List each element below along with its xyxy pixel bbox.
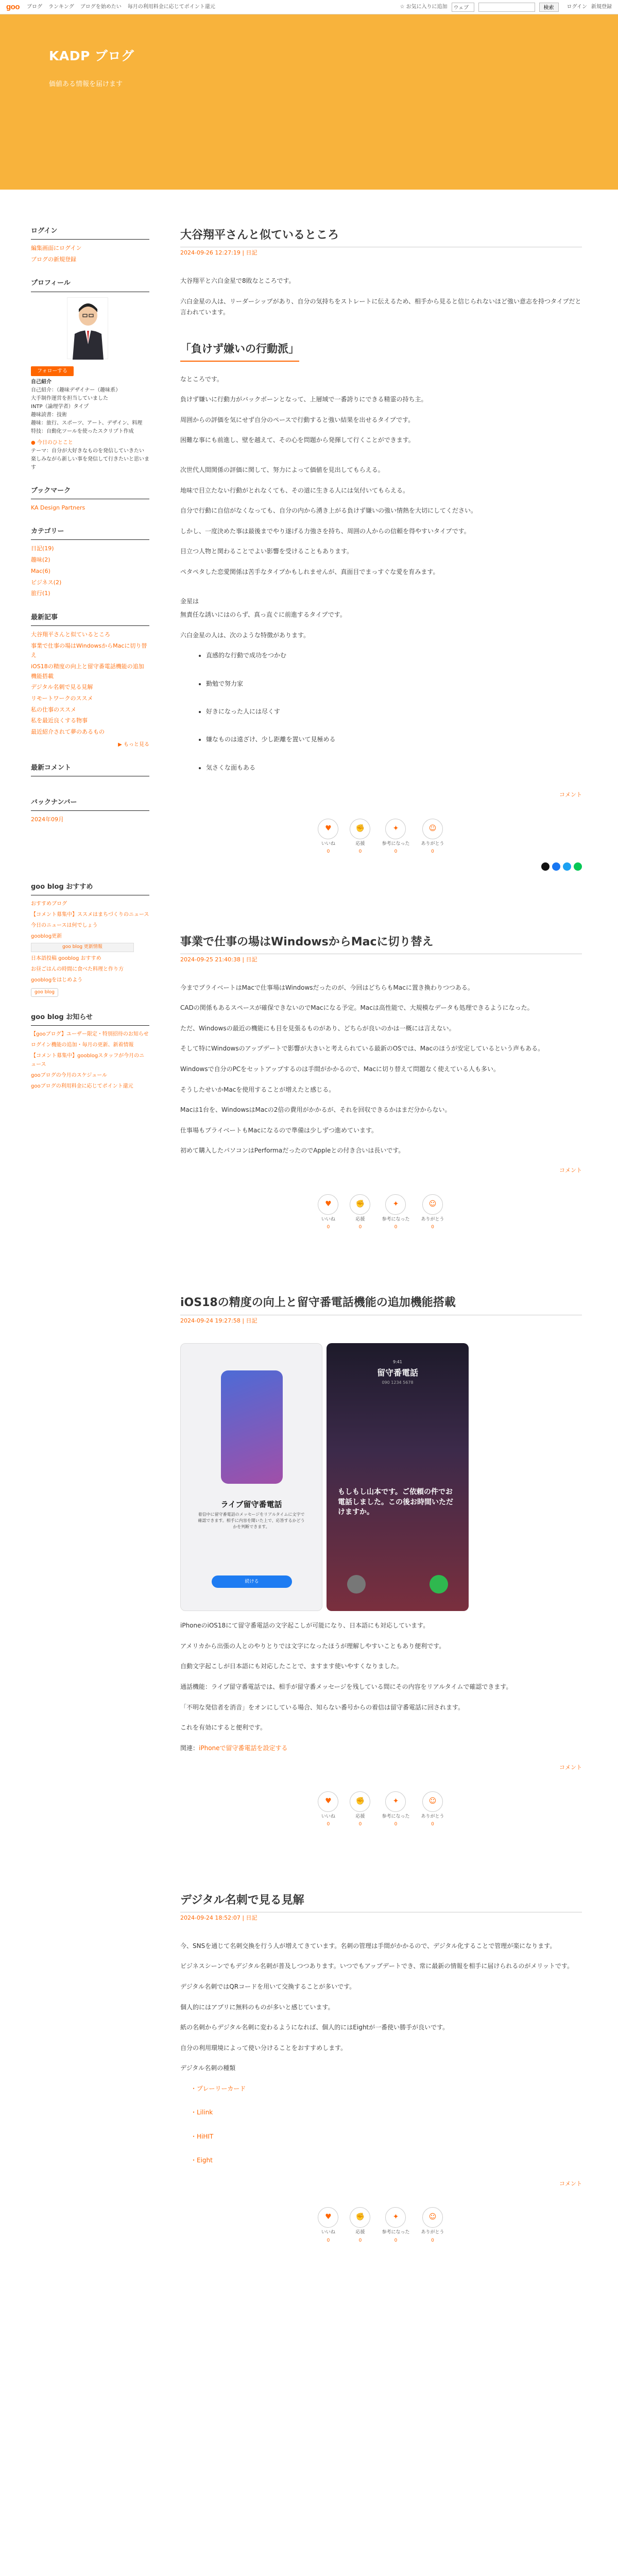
reaction-label: いいね [321,1814,335,1820]
article-title[interactable]: デジタル名刺で見る見解 [180,1891,582,1912]
phone-time: 9:41 [393,1360,402,1365]
category-item[interactable]: Mac(6) [31,567,50,574]
login-section [31,226,149,264]
main-layout [0,190,618,2307]
content [180,226,582,2307]
paragraph: 紙の名刺からデジタル名刺に変わるようになれば、個人的にはEightが一番使い勝手が良いです。 [180,2024,449,2031]
thanks-icon: ☺ [422,819,443,839]
blog-header [0,14,618,190]
heart-icon: ♥ [318,2207,338,2228]
reaction-cheer[interactable] [350,1194,370,1232]
reaction-label: いいね [321,841,335,846]
line-share-icon[interactable] [574,862,582,871]
chevron-right-icon: ▶ [118,741,124,748]
thanks-icon: ☺ [422,1194,443,1215]
reaction-cheer[interactable] [350,1791,370,1829]
article-body [180,1620,582,1754]
article-title[interactable]: 大谷翔平さんと似ているところ [180,226,582,247]
article-heading: 「負けず嫌いの行動派」 [180,340,299,362]
list-item: • 直感的な行動で成功をつかむ [206,650,582,660]
paragraph: デジタル名刺ではQRコードを用いて交換することが多いです。 [180,1982,356,1990]
article [180,1891,582,2245]
article-date: 2024-09-26 12:27:19 | 日記 [180,249,258,257]
profile-line: 特技：自動化ツールを使ったスクリプト作成 [31,428,134,434]
search-input[interactable] [478,3,535,12]
avatar [67,297,108,359]
paragraph: これを有効にすると便利です。 [180,1724,267,1732]
related-prefix: 関連： [180,1744,199,1752]
top-right [400,3,612,12]
article-date: 2024-09-24 18:52:07 | 日記 [180,1914,258,1922]
note-head-label: 今日のひとこと [37,439,73,446]
comment-link[interactable]: コメント [559,1764,582,1771]
reaction-label: ありがとう [421,841,444,846]
comment-link[interactable]: コメント [559,1166,582,1174]
reaction-count: 0 [394,849,398,855]
paragraph: 通話機能：ライブ留守番電話では、相手が留守番メッセージを残している間にその内容をリアルタイムで確認できます。 [180,1683,512,1691]
reaction-idea[interactable] [382,1791,409,1829]
paragraph: 次世代人間関係の評価に関して、努力によって価値を見出してもらえる。 [180,466,384,473]
reaction-idea[interactable] [382,819,409,856]
backnumber-title: バックナンバー [31,797,149,811]
reaction-thanks[interactable] [421,819,444,856]
phone-voicemail-title: 留守番電話 [376,1368,418,1378]
reaction-count: 0 [431,1224,434,1230]
idea-icon: ✦ [385,1194,406,1215]
reaction-label: ありがとう [421,1216,444,1222]
paragraph: 大谷翔平と六白金星で8敗なところです。 [180,277,295,285]
global-topbar [0,0,618,14]
paragraph: 周囲からの評価を気にせず自分のペースで行動すると強い結果を出せるタイプです。 [180,416,415,423]
profile-section [31,278,149,471]
goo-reco-banner[interactable]: goo blog 更新情報 [31,943,134,952]
profile-line: 趣味読書：技術 [31,412,67,418]
new-blog-link[interactable]: ブログの新規登録 [31,256,76,263]
reaction-count: 0 [358,849,362,855]
top-link-blog[interactable]: ブログ [27,4,42,10]
news-item[interactable]: 【gooブログ】ユーザー限定・特別招待のお知らせ [31,1031,149,1038]
top-link-ranking[interactable]: ランキング [48,4,74,10]
category-item[interactable]: 日記(19) [31,545,54,552]
category-item[interactable]: ビジネス(2) [31,579,62,586]
paragraph: 自分で行動に自信がなくなっても、自分の内から湧き上がる負けず嫌いの強い情熱を大切にしてください。 [180,507,477,515]
recent-more-label: もっと見る [124,741,149,748]
profile-title: プロフィール [31,278,149,292]
category-section [31,526,149,599]
reaction-label: 応援 [355,1814,365,1820]
article [180,226,582,871]
list-item[interactable]: ・Lilink [191,2109,213,2116]
goo-blog-badge[interactable]: goo blog [31,988,58,997]
note-head [31,439,149,447]
profile-text [31,378,149,472]
goo-reco-item[interactable]: 【コメント募集中】ススメはまちづくりのニュース [31,911,149,918]
news-section [31,1012,149,1091]
idea-icon: ✦ [385,1791,406,1812]
reaction-thanks[interactable] [421,2207,444,2245]
reaction-bar [180,1194,582,1232]
reaction-count: 0 [358,1822,362,1827]
thanks-icon: ☺ [422,2207,443,2228]
paragraph: Macは1台を、WindowsはMacの2倍の費用がかかるが、それを回収できるかはまだ分からない。 [180,1106,451,1114]
x-share-icon[interactable] [541,862,550,871]
paragraph: 自動文字起こしが日本語にも対応したことで、ますます使いやすくなりました。 [180,1663,403,1670]
list-item: • 気さくな面もある [206,762,582,773]
reaction-like[interactable] [318,2207,338,2245]
top-tools [567,3,612,11]
article-body [180,1941,582,2166]
recent-item[interactable]: 最近紹介されて夢のあるもの [31,728,105,736]
cheer-icon: ✊ [350,2207,370,2228]
goo-reco-section [31,882,149,998]
search-scope-select[interactable]: ウェブ [452,3,474,12]
paragraph: そして特にWindowsのアップデートで影響が大きいと考えられている最新のOSでは、Macのほうが安定しているという声もある。 [180,1045,544,1053]
login-link[interactable]: ログイン [566,4,587,10]
recent-item[interactable]: 大谷翔平さんと似ているところ [31,631,110,638]
reaction-label: 応援 [355,2230,365,2235]
paragraph: 無責任な誘いにはのらず、真っ直ぐに前進するタイプです。 [180,611,346,619]
idea-icon: ✦ [385,819,406,839]
recent-item[interactable]: 事業で仕事の場はWindowsからMacに切り替え [31,642,147,659]
bookmark-title: ブックマーク [31,485,149,499]
blog-title[interactable]: KADP ブログ [49,48,134,63]
related-link[interactable]: iPhoneで留守番電話を設定する [199,1744,288,1752]
card-app-list [180,2083,582,2166]
reaction-bar [180,2207,582,2245]
top-link-start[interactable]: ブログを始めたい [80,4,122,10]
reaction-count: 0 [327,849,330,855]
phone-text: 着信中に留守番電話のメッセージをリアルタイムに文字で確認できます。相手に内容を聞いた上で、応答するかどうかを判断できます。 [198,1512,305,1530]
paragraph: アメリカから出張の人とのやりとりでは文字になったほうが理解しやすいこともあり便利です。 [180,1642,445,1650]
star-icon: ☆ [400,4,405,10]
reaction-idea[interactable] [382,1194,409,1232]
reaction-like[interactable] [318,1791,338,1829]
backnumber-section [31,797,149,825]
article [180,933,582,1232]
article-body [180,982,582,1157]
paragraph: ビジネスシーンでもデジタル名刺が普及しつつあります。いつでもアップデートでき、常に最新の情報を相手に届けられるのがメリットです。 [180,1962,573,1970]
reaction-count: 0 [327,2238,330,2243]
profile-line: 自己紹介 [31,379,52,385]
article-body [180,276,582,773]
bookmark-add[interactable] [400,3,448,11]
paragraph: ペタペタした恋愛関係は苦手なタイプかもしれませんが、真面目でまっすぐな愛を育みます。 [180,568,439,575]
paragraph: 仕事場もプライベートもMacになるので準備は少しずつ進めています。 [180,1126,377,1134]
reaction-label: 参考になった [382,841,410,846]
profile-line: 大手制作運営を担当していました [31,395,108,401]
reaction-count: 0 [431,2238,434,2243]
reaction-count: 0 [358,2238,362,2243]
paragraph: 六白金星の人は、リーダーシップがあり、自分の気持ちをストレートに伝えるため、相手から見ると信じられないほど強い意志を持つタイプだと言われています。 [180,297,581,316]
paragraph: 負けず嫌いに行動力がバックボーンとなって、上層域で一番誇りにできる精霊の持ち主。 [180,396,427,403]
paragraph: 今、SNSを通じて名刺交換を行う人が増えてきています。名刺の管理は手間がかかるので、デジタル化することで管理が楽になります。 [180,1942,556,1950]
goo-reco-item[interactable]: gooblogをはじめよう [31,977,83,983]
list-item[interactable]: ・HiHIT [191,2132,214,2140]
note-icon: ● [31,439,37,446]
news-item[interactable]: gooブログの今月のスケジュール [31,1073,107,1079]
reaction-idea[interactable] [382,2207,409,2245]
paragraph: デジタル名刺の種類 [180,2064,236,2072]
profile-line: 自己紹介：（趣味デザイナー（趣味系） [31,387,121,393]
news-item[interactable]: 【コメント募集中】gooblogスタッフが今月のニュース [31,1053,145,1068]
note-line: 楽しみながら新しい事を発信して行きたいと思います [31,456,149,470]
recent-item[interactable]: 私の仕事のススメ [31,706,76,713]
phone-title: ライブ留守番電話 [220,1500,282,1510]
top-links [27,3,400,11]
sidebar [31,226,149,2307]
idea-icon: ✦ [385,2207,406,2228]
profile-line: INTP（論理学者）タイプ [31,403,89,410]
comments-section [31,762,149,776]
related-line [180,1743,582,1754]
reaction-bar [180,819,582,856]
backnumber-item[interactable]: 2024年09月 [31,816,64,823]
reaction-count: 0 [431,849,434,855]
reaction-count: 0 [358,1224,362,1230]
bookmark-section [31,485,149,513]
list-item: • 嫌なものは遠ざけ、少し距離を置いて見極める [206,734,582,744]
reaction-count: 0 [327,1224,330,1230]
goo-logo[interactable]: goo [6,2,20,11]
goo-reco-item[interactable]: 今日のニュースは何でしょう [31,922,98,928]
list-item: • 勤勉で努力家 [206,679,582,689]
list-item: • 好きになった人には尽くす [206,706,582,717]
bookmark-label: お気に入りに追加 [406,4,448,10]
reaction-count: 0 [327,1822,330,1827]
news-item[interactable]: ログイン機能の追加・毎月の更新、新着情報 [31,1042,134,1048]
reaction-count: 0 [394,1224,398,1230]
comment-link[interactable]: コメント [559,2180,582,2187]
reaction-cheer[interactable] [350,819,370,856]
thanks-icon: ☺ [422,1791,443,1812]
reaction-cheer[interactable] [350,2207,370,2245]
paragraph: 地味で目立たない行動がとれなくても、その道に生きる人には気付いてもらえる。 [180,486,409,494]
category-item[interactable]: 趣味(2) [31,556,50,564]
comments-title: 最新コメント [31,762,149,776]
goo-reco-item[interactable]: おすすめブログ [31,901,67,907]
article-date: 2024-09-24 19:27:58 | 日記 [180,1317,258,1324]
article-image [180,1343,469,1611]
phone-screenshot-dark [327,1343,469,1611]
reaction-like[interactable] [318,1194,338,1232]
cheer-icon: ✊ [350,1791,370,1812]
goo-reco-item[interactable]: 日本語投稿 gooblog おすすめ [31,955,101,961]
comment-link[interactable]: コメント [559,791,582,799]
paragraph: iPhoneのiOS18にて留守番電話の文字起こしが可能になり、日本語にも対応しています。 [180,1622,430,1630]
paragraph: 初めて購入したパソコンはPerformaだったのでAppleとの付き合いは長いです。 [180,1147,405,1155]
recent-item[interactable]: デジタル名刺で見る見解 [31,684,93,691]
decline-icon [347,1575,366,1594]
article-date: 2024-09-25 21:40:38 | 日記 [180,956,258,963]
list-item[interactable]: ・プレーリーカード [191,2084,246,2092]
phone-screenshot-light [180,1343,322,1611]
reaction-label: ありがとう [421,2230,444,2235]
reaction-thanks[interactable] [421,1194,444,1232]
note-line: テーマ：自分が大好きなものを発信していきたい [31,448,144,454]
recent-item[interactable]: リモートワークのススメ [31,695,93,702]
paragraph: なところです。 [180,375,223,383]
phone-transcript: もしもし山本です。ご依頼の件でお電話しました。この後お時間いただけますか。 [338,1488,453,1517]
reaction-label: 参考になった [382,1216,410,1222]
category-item[interactable]: 旅行(1) [31,590,50,597]
news-title: goo blog お知らせ [31,1012,149,1026]
feature-list [180,650,582,773]
paragraph: 自分の利用環境によって使い分けることをおすすめします。 [180,2044,347,2052]
reaction-count: 0 [394,2238,398,2243]
paragraph: 困難な事にも前進し、壁を越えて、その心を問題から発揮して行くことができます。 [180,436,415,444]
phone-card-graphic [221,1370,283,1484]
goo-reco-item[interactable]: お昼ごはんの時間に食べた料理と作り方 [31,966,124,972]
paragraph: 「不明な発信者を消音」をオンにしている場合、知らない番号からの着信は留守番電話に回されます。 [180,1703,465,1711]
paragraph: CADの関係もあるスペースが確保できないのでMacになる予定。Macは高性能で、大規模なデータも処理できるようになった。 [180,1004,534,1012]
recent-item[interactable]: 私を最近良くする物事 [31,717,88,724]
search-button[interactable]: 検索 [539,3,559,12]
reaction-thanks[interactable] [421,1791,444,1829]
cheer-icon: ✊ [350,1194,370,1215]
recent-item[interactable]: iOS18の精度の向上と留守番電話機能の追加機能搭載 [31,663,144,680]
reaction-label: 参考になった [382,2230,410,2235]
phone-continue-button: 続ける [212,1575,292,1588]
goo-reco-item[interactable]: gooblog更新 [31,933,62,939]
reaction-count: 0 [431,1822,434,1827]
edit-login-link[interactable]: 編集画面にログイン [31,245,82,252]
news-item[interactable]: gooブログの利用料金に応じてポイント還元 [31,1083,133,1090]
blog-description: 価値ある情報を届けます [49,80,123,88]
recent-title: 最新記事 [31,612,149,626]
goo-reco-title: goo blog おすすめ [31,882,149,895]
paragraph: 六白金星の人は、次のような特徴があります。 [180,631,310,639]
profile-line: 趣味：旅行、スポーツ、アート、デザイン、料理 [31,420,143,426]
facebook-share-icon[interactable] [552,862,560,871]
paragraph: しかし、一度決めた事は最後までやり遂げる力強さを持ち、周囲の人からの信頼を得やすいタイプです。 [180,527,470,535]
cheer-icon: ✊ [350,819,370,839]
paragraph: Windowsで自分のPCをセットアップするのは手間がかかるので、Macに切り替えて問題なく使えている人も多い。 [180,1065,500,1073]
paragraph: 目立つ人物と関わることでよい影響を受けることもあります。 [180,548,353,555]
article-title[interactable]: 事業で仕事の場はWindowsからMacに切り替え [180,933,582,954]
top-link-points[interactable]: 毎月の利用料金に応じてポイント還元 [127,4,215,10]
paragraph: 金星は [180,598,199,605]
list-item[interactable]: ・Eight [191,2157,213,2164]
phone-number: 090 1234 5678 [382,1380,414,1385]
reaction-like[interactable] [318,819,338,856]
reaction-label: ありがとう [421,1814,444,1820]
hatena-share-icon[interactable] [563,862,571,871]
register-link[interactable]: 新規登録 [591,4,612,10]
reaction-label: 参考になった [382,1814,410,1820]
accept-call-icon [430,1575,448,1594]
paragraph: 今までプライベートはMacで仕事場はWindowsだったのが、今回はどちらもMacに置き換わりつつある。 [180,984,474,991]
reaction-label: 応援 [355,841,365,846]
article [180,1293,582,1829]
reaction-label: 応援 [355,1216,365,1222]
reaction-count: 0 [394,1822,398,1827]
follow-button[interactable]: フォローする [31,366,74,376]
category-title: カテゴリー [31,526,149,540]
bookmark-link[interactable]: KA Design Partners [31,504,85,511]
recent-more[interactable] [31,740,149,749]
recent-section [31,612,149,749]
heart-icon: ♥ [318,1791,338,1812]
reaction-label: いいね [321,2230,335,2235]
heart-icon: ♥ [318,819,338,839]
login-title: ログイン [31,226,149,240]
paragraph: ただ、Windowsの最近の機能にも目を見張るものがあり、どちらが良いのかは一概には言えない。 [180,1024,455,1032]
reaction-label: いいね [321,1216,335,1222]
paragraph: 個人的にはアプリに無料のものが多いと感じています。 [180,2003,334,2011]
heart-icon: ♥ [318,1194,338,1215]
reaction-bar [180,1791,582,1829]
article-title[interactable]: iOS18の精度の向上と留守番電話機能の追加機能搭載 [180,1293,582,1315]
paragraph: そうしたせいかMacを使用することが増えたと感じる。 [180,1086,335,1093]
share-buttons [180,862,582,871]
